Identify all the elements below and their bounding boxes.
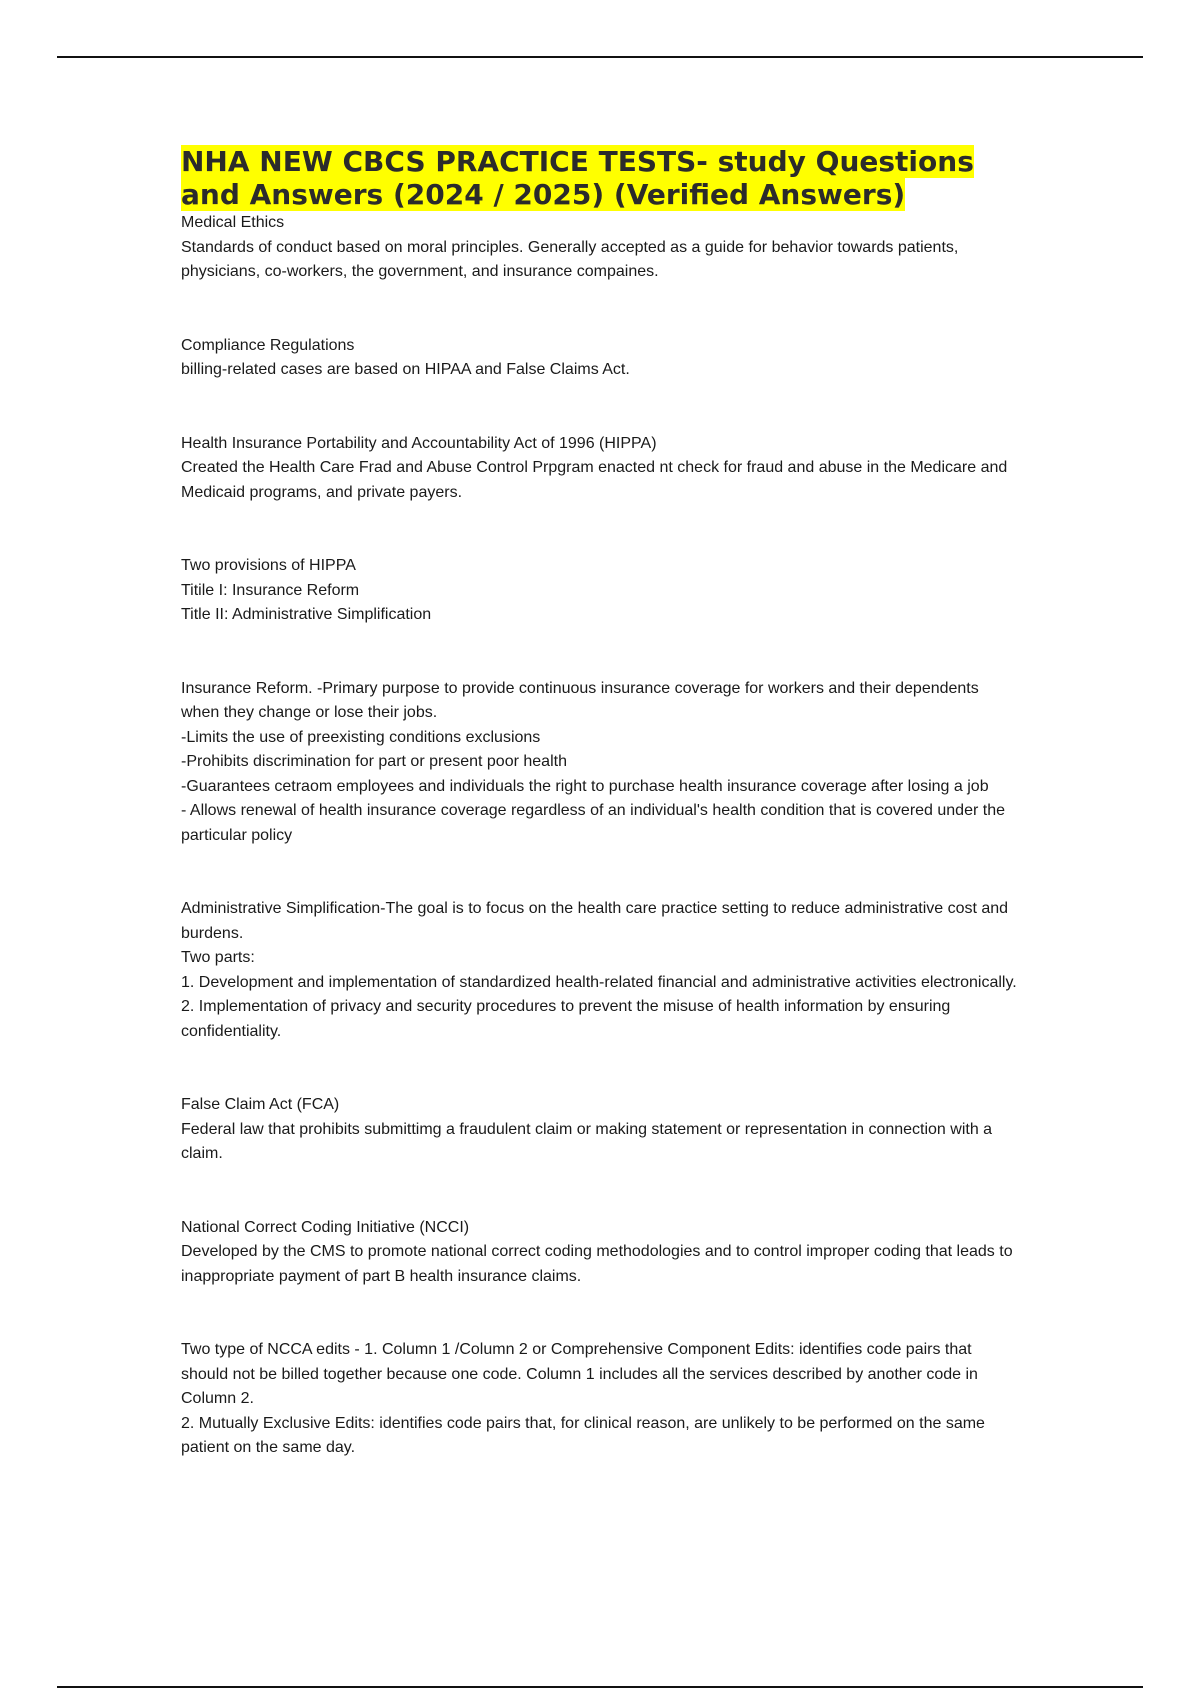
qa-term: National Correct Coding Initiative (NCCI) bbox=[181, 1218, 470, 1236]
qa-answer: Developed by the CMS to promote national correct coding methodologies and to control improper coding that leads to inappropriate payment of part B health insurance claims. bbox=[181, 1243, 1013, 1285]
top-rule bbox=[57, 56, 1143, 58]
qa-item bbox=[181, 1216, 1021, 1290]
qa-term: Health Insurance Portability and Accountability Act of 1996 (HIPPA) bbox=[181, 434, 657, 452]
bottom-rule bbox=[57, 1686, 1143, 1688]
qa-item bbox=[181, 432, 1021, 506]
qa-item bbox=[181, 677, 1021, 849]
title-highlight: NHA NEW CBCS PRACTICE TESTS- study Questions and Answers (2024 / 2025) (Verified Answers) bbox=[181, 145, 974, 211]
qa-answer: Titile I: Insurance Reform Title II: Administrative Simplification bbox=[181, 581, 432, 623]
qa-answer: 2. Mutually Exclusive Edits: identifies code pairs that, for clinical reason, are unlikely to be performed on the same patient on the same day. bbox=[181, 1414, 985, 1456]
qa-answer: -Limits the use of preexisting conditions exclusions -Prohibits discrimination for part or present poor health -Guarantees cetraom employees and individuals the right to purchase health insurance coverage after losing a job - Allows renewal of health insurance coverage regardless of an individual's health condition that is covered under the particular policy bbox=[181, 728, 1005, 844]
qa-term: Two type of NCCA edits - 1. Column 1 /Column 2 or Comprehensive Component Edits: identifies code pairs that should not be billed together because one code. Column 1 includes all the services described by another code in Column 2. bbox=[181, 1341, 978, 1407]
qa-term: Medical Ethics bbox=[181, 214, 285, 231]
qa-item bbox=[181, 1093, 1021, 1167]
qa-item bbox=[181, 211, 1021, 285]
qa-term: Compliance Regulations bbox=[181, 336, 355, 354]
qa-answer: Created the Health Care Frad and Abuse Control Prpgram enacted nt check for fraud and abuse in the Medicare and Medicaid programs, and private payers. bbox=[181, 459, 1008, 501]
qa-answer: Standards of conduct based on moral principles. Generally accepted as a guide for behavior towards patients, physicians, co-workers, the government, and insurance compaines. bbox=[181, 238, 959, 280]
qa-answer: Federal law that prohibits submittimg a fraudulent claim or making statement or representation in connection with a claim. bbox=[181, 1120, 993, 1162]
qa-term: Two provisions of HIPPA bbox=[181, 557, 356, 574]
qa-item bbox=[181, 334, 1021, 383]
qa-answer: billing-related cases are based on HIPAA and False Claims Act. bbox=[181, 361, 630, 378]
document-body bbox=[181, 145, 1021, 1461]
qa-term: Administrative Simplification-The goal is to focus on the health care practice setting to reduce administrative cost and burdens. bbox=[181, 900, 1009, 942]
qa-term: False Claim Act (FCA) bbox=[181, 1096, 340, 1113]
document-title bbox=[181, 145, 1021, 211]
qa-answer: Two parts: 1. Development and implementation of standardized health-related financial and administrative activities electronically. 2. Implementation of privacy and security procedures to prevent the misuse of health information by ensuring confidentiality. bbox=[181, 949, 1017, 1040]
qa-item bbox=[181, 897, 1021, 1044]
qa-item bbox=[181, 554, 1021, 628]
qa-item bbox=[181, 1338, 1021, 1461]
qa-term: Insurance Reform. -Primary purpose to provide continuous insurance coverage for workers and their dependents when they change or lose their jobs. bbox=[181, 679, 979, 721]
